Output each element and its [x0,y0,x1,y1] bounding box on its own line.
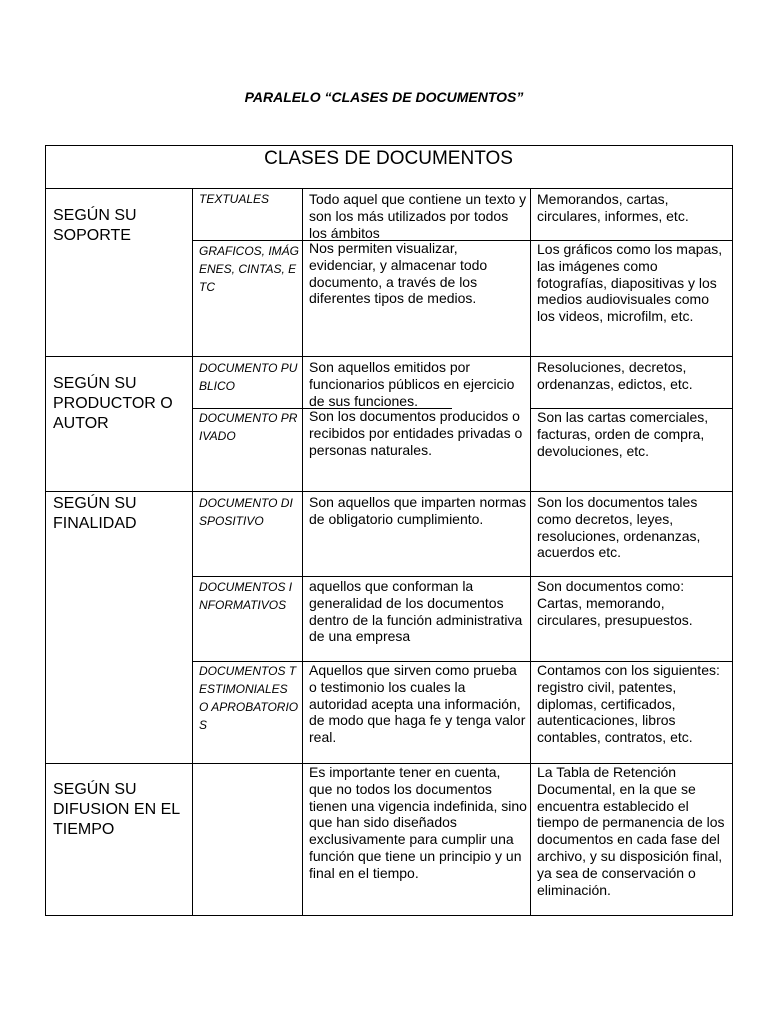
type-dispositivo: DOCUMENTO DISPOSITIVO [199,496,293,528]
examples-cell: Son las cartas comerciales, facturas, orden de compra, devoluciones, etc. [537,409,709,459]
row-divider [45,356,733,357]
description-cell: Aquellos que sirven como prueba o testimonio los cuales la autoridad acepta una información, de modo que haga fe y tenga valor real. [309,662,526,746]
row-divider [192,576,733,577]
category-productor: SEGÚN SU PRODUCTOR O AUTOR [53,375,173,432]
category-soporte: SEGÚN SU SOPORTE [53,207,137,244]
description-cell: Es importante tener en cuenta, que no todos los documentos tienen una vigencia indefinida, sino que han sido diseñados exclusivamente para cumplir una función que tiene un principio y un final en el tiempo. [309,764,527,881]
examples-cell: Resoluciones, decretos, ordenanzas, edictos, etc. [537,359,693,392]
examples-cell: Son documentos como: Cartas, memorando, circulares, presupuestos. [537,578,693,628]
description-cell: Todo aquel que contiene un texto y son los más utilizados por todos los ámbitos [309,191,527,241]
type-informativos: DOCUMENTOS INFORMATIVOS [199,580,293,612]
description-cell: Son los documentos producidos o recibidos por entidades privadas o personas naturales. [309,408,523,458]
table-title: CLASES DE DOCUMENTOS [264,148,513,169]
type-testimoniales: DOCUMENTOS TESTIMONIALES O APROBATORIOS [199,664,299,732]
category-difusion: SEGÚN SU DIFUSION EN EL TIEMPO [53,781,180,838]
row-divider [45,491,733,492]
description-cell: Nos permiten visualizar, evidenciar, y almacenar todo documento, a través de los diferentes tipos de medios. [309,240,488,307]
description-cell: Son aquellos emitidos por funcionarios públicos en ejercicio de sus funciones. [309,359,515,409]
examples-cell: La Tabla de Retención Documental, en la que se encuentra establecido el tiempo de permanencia de los documentos en cada fase del archivo, y su disposición final, ya sea de conservación o eliminación. [537,764,725,898]
examples-cell: Contamos con los siguientes: registro civil, patentes, diplomas, certificados, autenticaciones, libros contables, contratos, etc. [537,662,720,746]
examples-cell: Son los documentos tales como decretos, leyes, resoluciones, ordenanzas, acuerdos etc. [537,494,701,561]
examples-cell: Los gráficos como los mapas, las imágenes como fotografías, diapositivas y los medios audiovisuales como los videos, microfilm, etc. [537,241,723,325]
page-title: PARALELO “CLASES DE DOCUMENTOS” [244,89,524,105]
type-graficos: GRAFICOS, IMÁGENES, CINTAS, ETC [199,244,300,294]
description-cell: Son aquellos que imparten normas de obligatorio cumplimiento. [309,494,527,527]
type-publico: DOCUMENTO PUBLICO [199,361,298,393]
row-divider [45,188,733,189]
category-finalidad: SEGÚN SU FINALIDAD [53,495,137,532]
column-divider [530,188,531,916]
examples-cell: Memorandos, cartas, circulares, informes, etc. [537,191,689,224]
type-privado: DOCUMENTO PRIVADO [199,411,298,443]
type-textuales: TEXTUALES [199,192,270,206]
column-divider [302,188,303,916]
description-cell: aquellos que conforman la generalidad de los documentos dentro de la función administrativa de una empresa [309,578,523,645]
